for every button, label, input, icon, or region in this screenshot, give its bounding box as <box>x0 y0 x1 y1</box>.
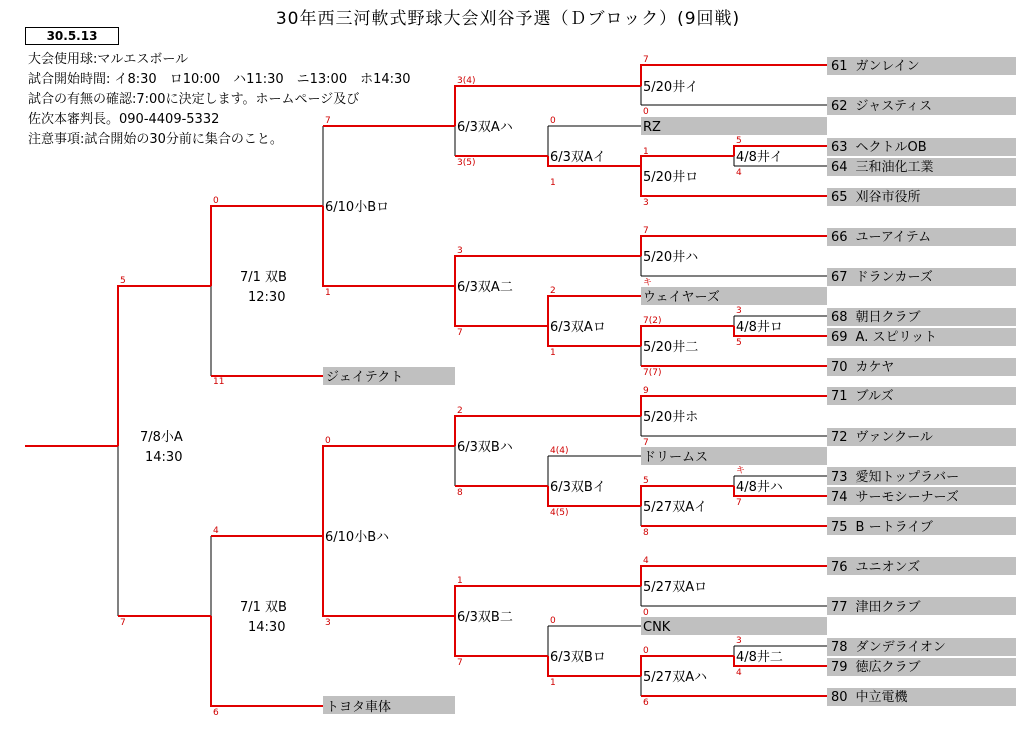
team-64: 64 三和油化工業 <box>831 160 934 175</box>
match-m1: 5/20井イ <box>643 80 699 95</box>
date-box: 30.5.13 <box>25 27 119 45</box>
score: キ <box>643 278 653 288</box>
score: 9 <box>643 386 649 396</box>
match-m17: 6/3双Bハ <box>457 440 513 455</box>
team-63: 63 ヘクトルOB <box>831 140 927 155</box>
match-labels <box>140 79 783 685</box>
score: 3(5) <box>457 158 476 168</box>
info-confirm: 試合の有無の確認:7:00に決定します。ホームページ及び <box>28 92 360 107</box>
match-m21: 6/3双Bロ <box>550 650 606 665</box>
match-m4: 6/3双Aイ <box>550 150 606 165</box>
team-dr: ドリームス <box>643 450 709 465</box>
score: 5 <box>736 338 742 348</box>
team-rz: RZ <box>643 120 661 135</box>
team-79: 79 徳広クラブ <box>831 660 921 675</box>
score: 8 <box>643 528 649 538</box>
match-m12: 7/1 双B <box>240 270 287 285</box>
team-78: 78 ダンデライオン <box>831 640 946 655</box>
score: 7 <box>325 116 331 126</box>
match-m5: 6/3双Aハ <box>457 120 513 135</box>
score: 6 <box>213 708 219 718</box>
score: 7 <box>120 618 126 628</box>
score: 0 <box>550 616 556 626</box>
team-cnk: CNK <box>643 620 671 635</box>
team-box-rz <box>641 117 827 135</box>
match-m18: 5/27双Aロ <box>643 580 708 595</box>
team-80: 80 中立電機 <box>831 690 908 705</box>
match-m6: 5/20井ハ <box>643 250 699 265</box>
match-m11: 6/10小Bロ <box>325 200 390 215</box>
info-start-times: 試合開始時間: イ8:30 ロ10:00 ハ11:30 ニ13:00 ホ14:30 <box>28 72 411 87</box>
team-jt: ジェイテクト <box>326 370 404 385</box>
team-72: 72 ヴァンクール <box>831 430 933 445</box>
bracket-lines-winner <box>25 65 827 706</box>
score: 5 <box>736 136 742 146</box>
info-umpire: 佐次本審判長。090-4409-5332 <box>28 112 220 127</box>
info-notice: 注意事項:試合開始の30分前に集合のこと。 <box>28 132 283 147</box>
match-final: 7/8小A <box>140 430 183 445</box>
page-title: 30年西三河軟式野球大会刈谷予選（Ｄブロック）(9回戦) <box>275 9 741 29</box>
match-m10: 6/3双A二 <box>457 280 513 295</box>
team-71: 71 ブルズ <box>831 389 894 404</box>
score: 1 <box>457 576 463 586</box>
score: 8 <box>457 488 463 498</box>
score: 4 <box>736 668 742 678</box>
team-75: 75 B ートライブ <box>831 520 933 535</box>
team-61: 61 ガンレイン <box>831 59 920 74</box>
match-m3: 5/20井ロ <box>643 170 699 185</box>
match-final-time: 14:30 <box>145 450 183 465</box>
score: 0 <box>550 116 556 126</box>
team-70: 70 カケヤ <box>831 360 895 375</box>
match-m19: 4/8井二 <box>736 650 783 665</box>
score: 4(4) <box>550 446 569 456</box>
score: 0 <box>643 646 649 656</box>
score: 1 <box>550 348 556 358</box>
score: 1 <box>325 288 331 298</box>
score: キ <box>736 466 746 476</box>
team-69: 69 A. スピリット <box>831 330 937 345</box>
score: 7 <box>457 328 463 338</box>
score: 4(5) <box>550 508 569 518</box>
score: 0 <box>643 107 649 117</box>
score: 2 <box>550 286 556 296</box>
team-66: 66 ユーアイテム <box>831 230 932 245</box>
score: 4 <box>736 168 742 178</box>
match-m14: 4/8井ハ <box>736 480 783 495</box>
info-ball: 大会使用球:マルエスボール <box>28 52 189 67</box>
score: 7(7) <box>643 368 662 378</box>
score: 7 <box>643 226 649 236</box>
score: 4 <box>643 556 649 566</box>
score: 2 <box>457 406 463 416</box>
score: 5 <box>643 476 649 486</box>
team-77: 77 津田クラブ <box>831 600 921 615</box>
score: 3 <box>736 636 742 646</box>
team-73: 73 愛知トップラバー <box>831 470 960 485</box>
team-74: 74 サーモシーナーズ <box>831 490 959 505</box>
match-m24: 7/1 双B <box>240 600 287 615</box>
score: 11 <box>213 377 225 387</box>
score: 3 <box>736 306 742 316</box>
score: 7 <box>643 55 649 65</box>
score: 3 <box>325 618 331 628</box>
score: 7 <box>457 658 463 668</box>
bracket-lines-loser <box>118 86 827 696</box>
match-m20: 5/27双Aハ <box>643 670 708 685</box>
match-m9: 6/3双Aロ <box>550 320 606 335</box>
score: 3 <box>457 246 463 256</box>
team-65: 65 刈谷市役所 <box>831 190 921 205</box>
match-m22: 6/3双B二 <box>457 610 513 625</box>
match-m24-time: 14:30 <box>248 620 286 635</box>
score: 6 <box>643 698 649 708</box>
score: 0 <box>643 608 649 618</box>
score: 5 <box>120 276 126 286</box>
match-m15: 5/27双Aイ <box>643 500 708 515</box>
team-62: 62 ジャスティス <box>831 99 932 114</box>
score: 4 <box>213 526 219 536</box>
score: 0 <box>325 436 331 446</box>
score: 7(2) <box>643 316 662 326</box>
match-m2: 4/8井イ <box>736 150 783 165</box>
match-m7: 4/8井ロ <box>736 320 783 335</box>
match-m12-time: 12:30 <box>248 290 286 305</box>
score: 1 <box>550 178 556 188</box>
score: 1 <box>643 147 649 157</box>
score: 1 <box>550 678 556 688</box>
score: 3 <box>643 198 649 208</box>
team-wy: ウェイヤーズ <box>643 290 720 305</box>
team-68: 68 朝日クラブ <box>831 310 921 325</box>
team-ty: トヨタ車体 <box>326 700 392 715</box>
match-m23: 6/10小Bハ <box>325 530 390 545</box>
score: 3(4) <box>457 76 476 86</box>
match-m8: 5/20井二 <box>643 340 699 355</box>
score: 7 <box>736 498 742 508</box>
team-67: 67 ドランカーズ <box>831 270 933 285</box>
team-76: 76 ユニオンズ <box>831 560 921 575</box>
match-m13: 5/20井ホ <box>643 410 699 425</box>
match-m16: 6/3双Bイ <box>550 480 606 495</box>
score: 7 <box>643 438 649 448</box>
score: 0 <box>213 196 219 206</box>
